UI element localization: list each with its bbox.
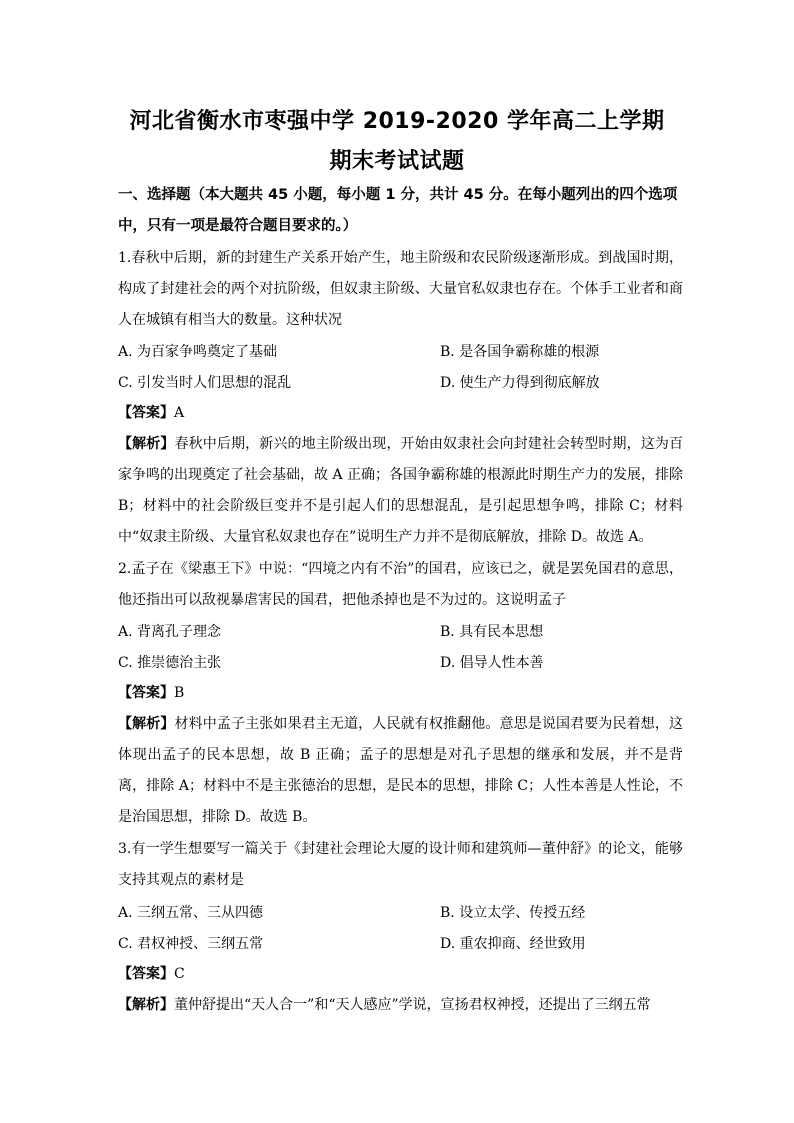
question-1-analysis xyxy=(118,429,683,553)
answer-value: A xyxy=(174,405,185,421)
section-heading: 一、选择题（本大题共 45 小题，每小题 1 分，共计 45 分。在每小题列出的四个选项中，只有一项是最符合题目要求的。） xyxy=(118,187,678,234)
question-3-answer xyxy=(118,964,185,984)
question-2-answer xyxy=(118,683,184,703)
question-3-option-c: C. 君权神授、三纲五常 xyxy=(118,936,264,952)
question-3-option-d: D. 重农抑商、经世致用 xyxy=(440,936,586,952)
question-2-stem: 2.孟子在《梁惠王下》中说：“四境之内有不治”的国君，应该已之，就是罢免国君的意思，他还指出可以敌视暴虐害民的国君，把他杀掉也是不为过的。这说明孟子 xyxy=(118,561,683,608)
title-line-1: 河北省衡水市枣强中学 2019-2020 学年高二上学期 xyxy=(129,109,665,134)
question-1-answer xyxy=(118,403,184,423)
question-3-option-b: B. 设立太学、传授五经 xyxy=(440,905,586,921)
answer-value: C xyxy=(174,966,185,982)
question-3-analysis xyxy=(118,990,683,1021)
question-2-option-c: C. 推崇德治主张 xyxy=(118,655,222,671)
analysis-text: 春秋中后期，新兴的地主阶级出现，开始由奴隶社会向封建社会转型时期，这为百家争鸣的出现奠定了社会基础，故 A 正确；各国争霸称雄的根源此时期生产力的发展，排除 B；材料中的社会阶级巨变并不是引起人们的思想混乱，是引起思想争鸣，排除 C；材料中“奴隶主阶级、大量官私奴隶也存在”说明生产力并不是彻底解放，排除 D。故选 A。 xyxy=(118,436,684,545)
question-3-option-a: A. 三纲五常、三从四德 xyxy=(118,905,264,921)
question-3-stem: 3.有一学生想要写一篇关于《封建社会理论大厦的设计师和建筑师—董仲舒》的论文，能够支持其观点的素材是 xyxy=(118,841,683,888)
question-1-option-c: C. 引发当时人们思想的混乱 xyxy=(118,375,292,391)
analysis-label: 【解析】 xyxy=(118,436,175,452)
answer-value: B xyxy=(174,685,185,701)
analysis-text: 董仲舒提出“天人合一”和“天人感应”学说，宣扬君权神授，还提出了三纲五常 xyxy=(174,997,651,1013)
question-2-analysis xyxy=(118,709,683,833)
analysis-text: 材料中孟子主张如果君主无道，人民就有权推翻他。意思是说国君要为民着想，这体现出孟子的民本思想，故 B 正确；孟子的思想是对孔子思想的继承和发展，并不是背离，排除 A；材料中不是主张德治的思想，是民本的思想，排除 C；人性本善是人性论，不是治国思想，排除 D。故选 B。 xyxy=(118,716,684,825)
question-2-option-b: B. 具有民本思想 xyxy=(440,624,544,640)
answer-label: 【答案】 xyxy=(118,685,174,701)
analysis-label: 【解析】 xyxy=(118,716,175,732)
analysis-label: 【解析】 xyxy=(118,997,174,1013)
question-1-stem: 1.春秋中后期，新的封建生产关系开始产生，地主阶级和农民阶级逐渐形成。到战国时期，构成了封建社会的两个对抗阶级，但奴隶主阶级、大量官私奴隶也存在。个体手工业者和商人在城镇有相当大的数量。这种状况 xyxy=(118,250,683,328)
question-1-option-b: B. 是各国争霸称雄的根源 xyxy=(440,344,600,360)
question-2-option-d: D. 倡导人性本善 xyxy=(440,655,544,671)
title-line-2: 期末考试试题 xyxy=(329,149,465,174)
question-2-option-a: A. 背离孔子理念 xyxy=(118,624,222,640)
question-1-option-d: D. 使生产力得到彻底解放 xyxy=(440,375,600,391)
answer-label: 【答案】 xyxy=(118,405,174,421)
answer-label: 【答案】 xyxy=(118,966,174,982)
question-1-option-a: A. 为百家争鸣奠定了基础 xyxy=(118,344,278,360)
